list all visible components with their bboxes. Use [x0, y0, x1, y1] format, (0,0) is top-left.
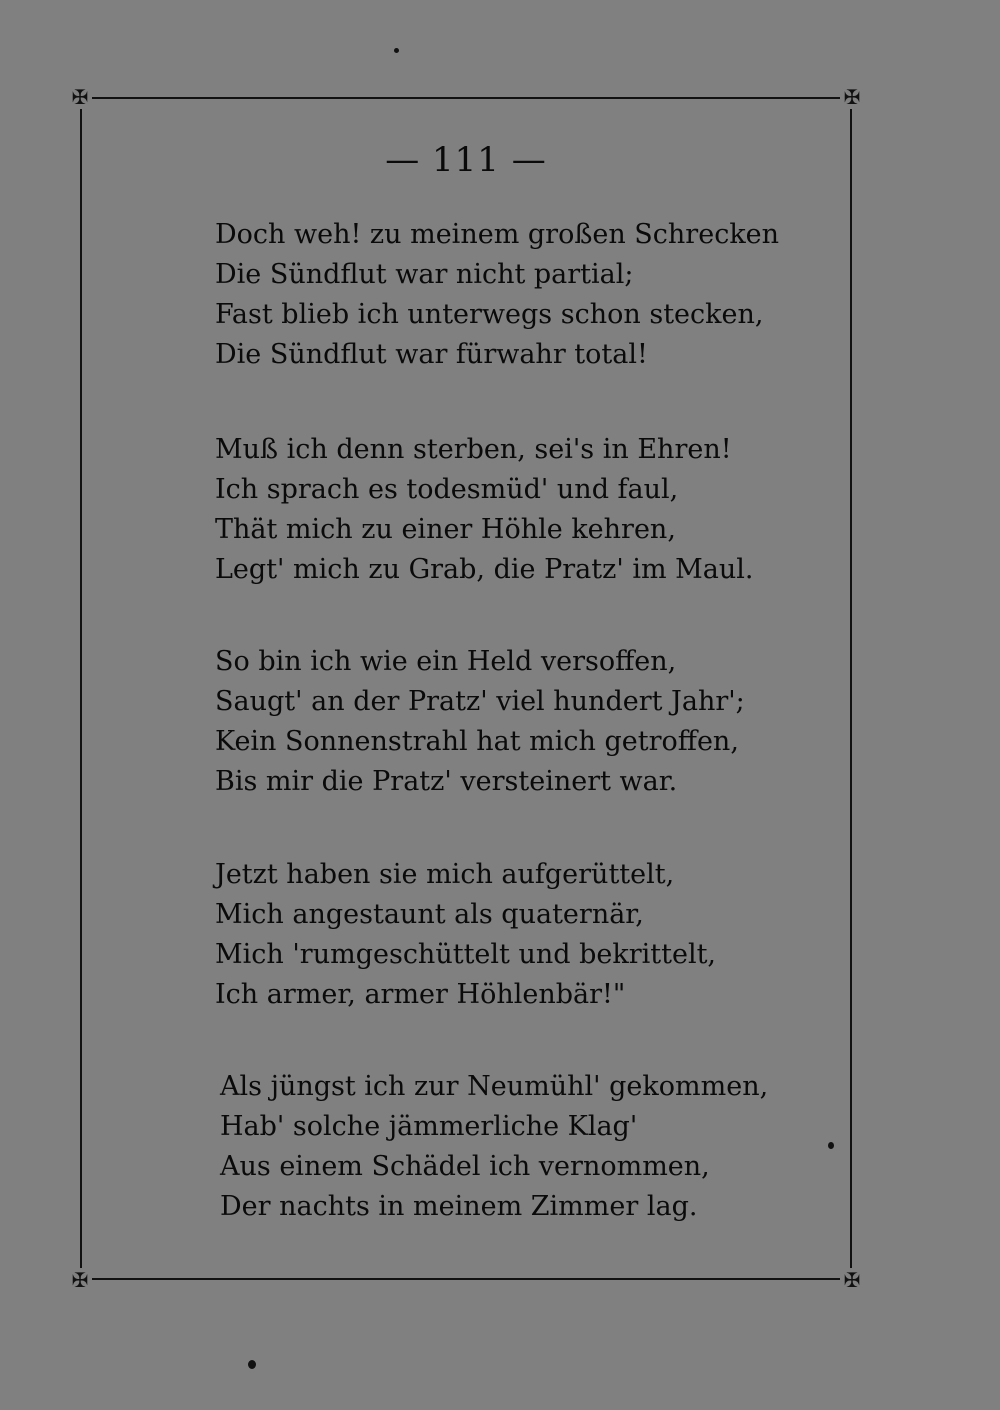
verse-line: Mich 'rumgeschüttelt und bekrittelt,	[215, 939, 717, 970]
verse-line: Thät mich zu einer Höhle kehren,	[215, 514, 676, 545]
corner-ornament-bottom-right: ✠	[840, 1268, 864, 1292]
verse-line: Jetzt haben sie mich aufgerüttelt,	[215, 859, 675, 890]
verse-line: Ich sprach es todesmüd' und faul,	[215, 474, 679, 505]
verse-line: Aus einem Schädel ich vernommen,	[220, 1151, 710, 1182]
verse-line: Muß ich denn sterben, sei's in Ehren!	[215, 434, 732, 465]
stanza-4	[215, 855, 815, 1015]
verse-line: Fast blieb ich unterwegs schon stecken,	[215, 299, 764, 330]
verse-line: Kein Sonnenstrahl hat mich getroffen,	[215, 726, 739, 757]
verse-line: Die Sündflut war fürwahr total!	[215, 339, 648, 370]
print-speck	[828, 1142, 834, 1149]
verse-line: Bis mir die Pratz' versteinert war.	[215, 766, 678, 797]
page-number: — 111 —	[385, 140, 547, 180]
corner-ornament-bottom-left: ✠	[68, 1268, 92, 1292]
stanza-1	[215, 215, 815, 375]
verse-line: Ich armer, armer Höhlenbär!"	[215, 979, 626, 1010]
verse-line: Legt' mich zu Grab, die Pratz' im Maul.	[215, 554, 754, 585]
corner-ornament-top-right: ✠	[840, 85, 864, 109]
stanza-2	[215, 430, 815, 590]
verse-line: Die Sündflut war nicht partial;	[215, 259, 634, 290]
stanza-3	[215, 642, 815, 802]
stanza-5	[220, 1067, 820, 1227]
verse-line: Hab' solche jämmerliche Klag'	[220, 1111, 638, 1142]
verse-line: Als jüngst ich zur Neumühl' gekommen,	[220, 1071, 769, 1102]
print-speck	[394, 48, 399, 53]
verse-line: Mich angestaunt als quaternär,	[215, 899, 644, 930]
verse-line: Saugt' an der Pratz' viel hundert Jahr';	[215, 686, 745, 717]
verse-line: So bin ich wie ein Held versoffen,	[215, 646, 677, 677]
verse-line: Doch weh! zu meinem großen Schrecken	[215, 219, 780, 250]
print-speck	[248, 1360, 256, 1369]
corner-ornament-top-left: ✠	[68, 85, 92, 109]
verse-line: Der nachts in meinem Zimmer lag.	[220, 1191, 698, 1222]
